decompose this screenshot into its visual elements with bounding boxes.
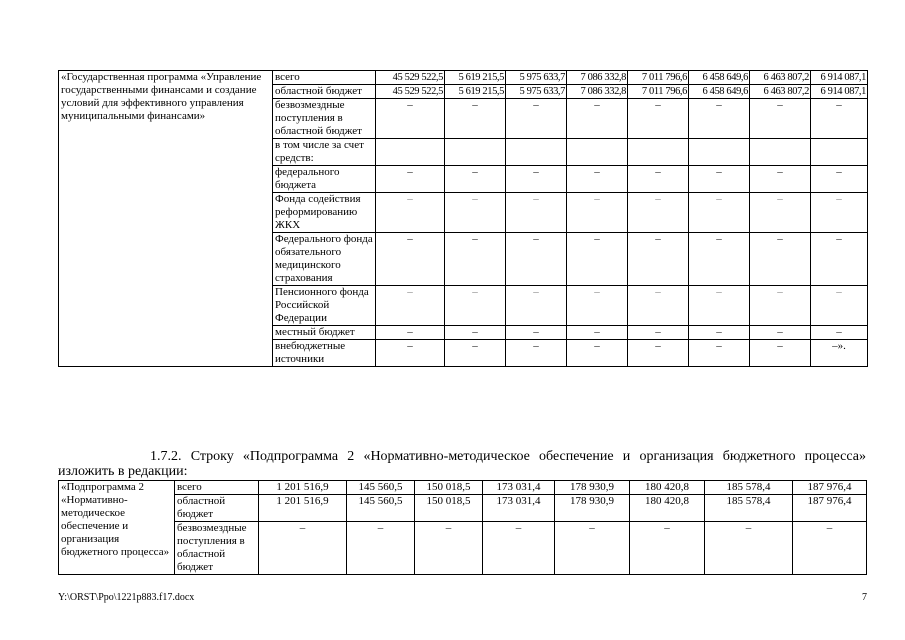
funding-value-cell: – [506,340,567,367]
funding-value-cell: – [628,193,689,233]
funding-value-cell: – [628,286,689,326]
footer-page-number: 7 [862,592,867,603]
funding-value-cell: 150 018,5 [415,481,483,495]
funding-source-label: безвозмездные поступления в областной бюджет [175,522,259,575]
funding-value-cell: – [811,286,868,326]
funding-value-cell: – [376,99,445,139]
funding-value-cell: 6 914 087,1 [811,71,868,85]
subprogram-funding-table [58,480,867,575]
funding-value-cell: – [506,99,567,139]
funding-value-cell: 185 578,4 [705,495,793,522]
funding-value-cell: 7 086 332,8 [567,71,628,85]
funding-source-label: всего [175,481,259,495]
funding-value-cell: – [628,99,689,139]
funding-value-cell: 173 031,4 [483,495,555,522]
funding-value-cell [811,139,868,166]
funding-value-cell: – [811,233,868,286]
table-row [59,481,867,495]
table-row [59,522,867,575]
funding-value-cell: 7 011 796,6 [628,85,689,99]
funding-value-cell: – [811,193,868,233]
program-name-cell: «Государственная программа «Управление государственными финансами и создание условий для эффективного управления муниципальными финансами» [59,71,273,367]
funding-value-cell: – [567,286,628,326]
funding-value-cell: 5 619 215,5 [445,85,506,99]
funding-source-label: областной бюджет [175,495,259,522]
funding-value-cell: – [376,340,445,367]
funding-source-label: всего [273,71,376,85]
table-row [59,495,867,522]
funding-value-cell: 45 529 522,5 [376,85,445,99]
funding-value-cell: 6 914 087,1 [811,85,868,99]
funding-value-cell: – [445,286,506,326]
funding-value-cell: – [750,193,811,233]
funding-value-cell: 180 420,8 [630,495,705,522]
funding-value-cell: 5 619 215,5 [445,71,506,85]
funding-value-cell: 150 018,5 [415,495,483,522]
funding-source-label: областной бюджет [273,85,376,99]
footer-file-path: Y:\ORST\Ppo\1221p883.f17.docx [58,592,195,603]
funding-value-cell: – [376,286,445,326]
funding-value-cell: – [567,326,628,340]
funding-source-label: Пенсионного фонда Российской Федерации [273,286,376,326]
funding-value-cell: – [628,166,689,193]
funding-value-cell: – [567,166,628,193]
funding-value-cell: – [689,340,750,367]
funding-value-cell: – [376,326,445,340]
funding-value-cell: 1 201 516,9 [259,495,347,522]
funding-value-cell: 5 975 633,7 [506,85,567,99]
funding-value-cell: – [506,193,567,233]
funding-value-cell: – [567,193,628,233]
funding-source-label: федерального бюджета [273,166,376,193]
funding-value-cell: – [506,286,567,326]
funding-value-cell: 187 976,4 [793,495,867,522]
funding-value-cell: 145 560,5 [347,481,415,495]
funding-value-cell: 145 560,5 [347,495,415,522]
funding-value-cell [628,139,689,166]
amendment-paragraph-line1: 1.7.2. Строку «Подпрограмма 2 «Нормативно-методическое обеспечение и организация бюджетного процесса» [150,449,866,464]
funding-value-cell: – [376,193,445,233]
funding-value-cell: – [567,233,628,286]
funding-value-cell: – [705,522,793,575]
funding-value-cell: – [376,233,445,286]
funding-value-cell: – [811,326,868,340]
funding-value-cell: – [628,233,689,286]
funding-value-cell: 5 975 633,7 [506,71,567,85]
funding-value-cell: 185 578,4 [705,481,793,495]
funding-value-cell: – [445,193,506,233]
funding-value-cell: – [630,522,705,575]
funding-value-cell: – [506,233,567,286]
funding-value-cell: – [628,326,689,340]
funding-value-cell: –». [811,340,868,367]
funding-value-cell: – [689,166,750,193]
funding-value-cell: – [689,99,750,139]
funding-source-label: Федерального фонда обязательного медицинского страхования [273,233,376,286]
funding-value-cell: 6 463 807,2 [750,85,811,99]
funding-value-cell: 6 458 649,6 [689,85,750,99]
funding-value-cell: 178 930,9 [555,495,630,522]
funding-value-cell: – [347,522,415,575]
funding-value-cell: 187 976,4 [793,481,867,495]
funding-value-cell: – [750,233,811,286]
funding-source-label: безвозмездные поступления в областной бюджет [273,99,376,139]
funding-value-cell: 45 529 522,5 [376,71,445,85]
funding-value-cell: 1 201 516,9 [259,481,347,495]
funding-value-cell: 7 086 332,8 [567,85,628,99]
funding-value-cell: – [628,340,689,367]
funding-value-cell [376,139,445,166]
program-funding-table [58,70,868,367]
funding-value-cell: – [689,193,750,233]
funding-value-cell: – [445,326,506,340]
funding-value-cell: – [376,166,445,193]
funding-value-cell: 180 420,8 [630,481,705,495]
funding-source-label: в том числе за счет средств: [273,139,376,166]
subprogram-name-cell: «Подпрограмма 2 «Нормативно-методическое обеспечение и организация бюджетного процесса» [59,481,175,575]
funding-value-cell: – [750,286,811,326]
amendment-paragraph-line2: изложить в редакции: [58,464,188,479]
funding-value-cell: – [445,340,506,367]
funding-value-cell: – [445,99,506,139]
funding-value-cell: – [445,233,506,286]
funding-value-cell [689,139,750,166]
funding-value-cell: – [506,166,567,193]
funding-value-cell: 7 011 796,6 [628,71,689,85]
funding-value-cell: – [689,286,750,326]
funding-value-cell [445,139,506,166]
funding-source-label: Фонда содействия реформированию ЖКХ [273,193,376,233]
funding-value-cell: – [793,522,867,575]
funding-value-cell: – [750,99,811,139]
funding-value-cell: – [445,166,506,193]
funding-value-cell: – [750,326,811,340]
funding-value-cell: – [811,99,868,139]
funding-value-cell: – [689,326,750,340]
funding-value-cell: – [259,522,347,575]
funding-value-cell: – [483,522,555,575]
funding-value-cell: 173 031,4 [483,481,555,495]
funding-value-cell: – [811,166,868,193]
funding-value-cell: 6 463 807,2 [750,71,811,85]
funding-value-cell [750,139,811,166]
funding-source-label: местный бюджет [273,326,376,340]
funding-source-label: внебюджетные источники [273,340,376,367]
funding-value-cell [506,139,567,166]
funding-value-cell: – [506,326,567,340]
funding-value-cell: – [567,99,628,139]
funding-value-cell: – [567,340,628,367]
funding-value-cell: 6 458 649,6 [689,71,750,85]
funding-value-cell: – [415,522,483,575]
funding-value-cell: – [555,522,630,575]
table-row [59,71,868,85]
funding-value-cell: – [750,340,811,367]
funding-value-cell: – [750,166,811,193]
funding-value-cell: 178 930,9 [555,481,630,495]
funding-value-cell [567,139,628,166]
funding-value-cell: – [689,233,750,286]
